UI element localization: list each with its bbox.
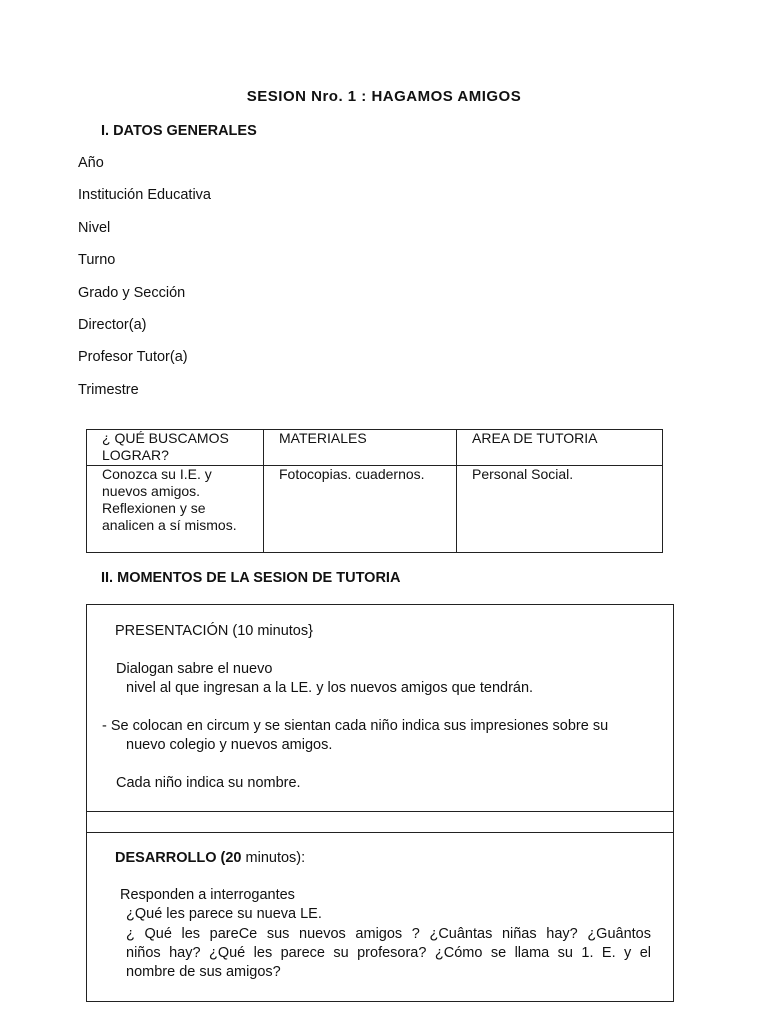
objectives-table	[86, 429, 663, 553]
table-cell: Personal Social.	[457, 466, 663, 553]
desarrollo-line: Responden a interrogantes	[120, 887, 295, 903]
presentacion-line: nivel al que ingresan a la LE. y los nuevos amigos que tendrán.	[126, 680, 534, 696]
desarrollo-line: niños hay? ¿Qué les parece su profesora? ¿Cómo se llama su 1. E. y el	[126, 945, 651, 961]
field-institucion: Institución Educativa	[78, 187, 211, 203]
table-cell: Conozca su I.E. y nuevos amigos. Reflexionen y se analicen a sí mismos.	[87, 466, 264, 553]
field-profesor-tutor: Profesor Tutor(a)	[78, 349, 188, 365]
presentacion-line: Cada niño indica su nombre.	[116, 775, 301, 791]
field-director: Director(a)	[78, 317, 147, 333]
presentacion-box	[86, 604, 674, 812]
table-header-cell: MATERIALES	[264, 430, 457, 466]
desarrollo-line: ¿Qué les parece su nueva LE.	[126, 906, 322, 922]
table-header-cell: AREA DE TUTORIA	[457, 430, 663, 466]
presentacion-line: nuevo colegio y nuevos amigos.	[126, 737, 333, 753]
desarrollo-title-bold: DESARROLLO (20	[115, 850, 242, 866]
desarrollo-line: nombre de sus amigos?	[126, 964, 281, 980]
desarrollo-title	[115, 850, 305, 866]
table-spacer-row	[86, 811, 674, 833]
desarrollo-line: ¿ Qué les pareCe sus nuevos amigos ? ¿Cuântas niñas hay? ¿Guântos	[126, 926, 651, 942]
page-title: SESION Nro. 1 : HAGAMOS AMIGOS	[246, 88, 522, 105]
field-turno: Turno	[78, 252, 116, 268]
field-ano: Año	[78, 155, 104, 171]
desarrollo-title-rest: minutos):	[241, 850, 306, 866]
section-heading-datos-generales: I. DATOS GENERALES	[101, 123, 257, 139]
table-header-row	[87, 430, 663, 466]
table-row	[87, 466, 663, 553]
presentacion-title: PRESENTACIÓN (10 minutos}	[115, 623, 313, 639]
presentacion-line: Dialogan sabre el nuevo	[116, 661, 273, 677]
table-cell: Fotocopias. cuadernos.	[264, 466, 457, 553]
field-grado-seccion: Grado y Sección	[78, 285, 186, 301]
table-header-cell: ¿ QUÉ BUSCAMOS LOGRAR?	[87, 430, 264, 466]
field-nivel: Nivel	[78, 220, 111, 236]
desarrollo-box	[86, 833, 674, 1002]
section-heading-momentos: II. MOMENTOS DE LA SESION DE TUTORIA	[101, 570, 401, 586]
presentacion-line: - Se colocan en circum y se sientan cada niño indica sus impresiones sobre su	[102, 718, 609, 734]
field-trimestre: Trimestre	[78, 382, 139, 398]
desarrollo-paragraph	[126, 925, 651, 982]
